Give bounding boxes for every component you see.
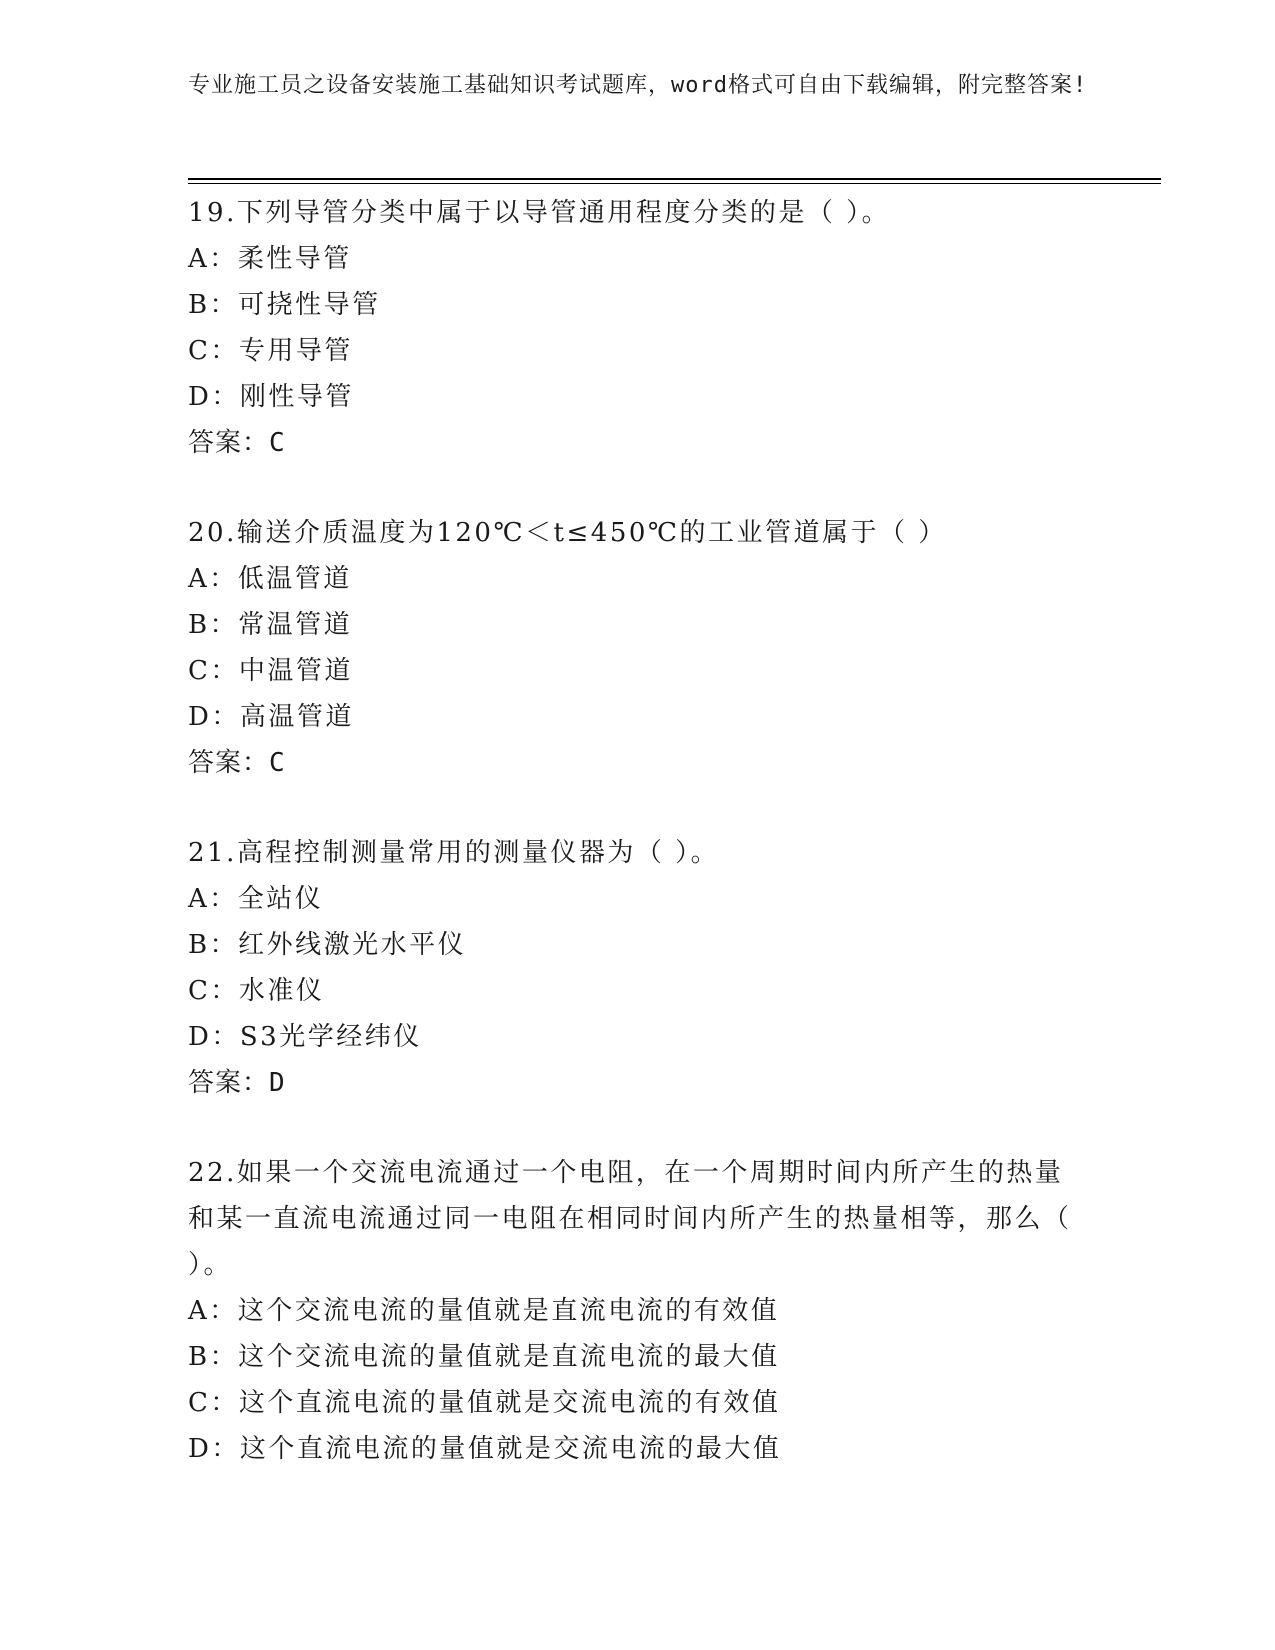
option-b: B：红外线激光水平仪 — [188, 930, 467, 960]
question-21 — [188, 830, 1088, 1106]
option-d: D：这个直流电流的量值就是交流电流的最大值 — [188, 1434, 782, 1464]
option-c: C：中温管道 — [188, 656, 353, 686]
option-c: C：水准仪 — [188, 976, 325, 1006]
option-b: B：这个交流电流的量值就是直流电流的最大值 — [188, 1342, 780, 1372]
option-a: A：全站仪 — [188, 884, 324, 914]
header-divider-thin — [188, 183, 1161, 184]
answer-line — [188, 1060, 1088, 1106]
option-b: B：可挠性导管 — [188, 290, 381, 320]
option-a: A：这个交流电流的量值就是直流电流的有效值 — [188, 1296, 780, 1326]
option-d: D：刚性导管 — [188, 382, 354, 412]
question-stem: 22.如果一个交流电流通过一个电阻，在一个周期时间内所产生的热量和某一直流电流通过同一电阻在相同时间内所产生的热量相等，那么（ ）。 — [188, 1158, 1072, 1280]
option-d: D：高温管道 — [188, 702, 354, 732]
header-title: 专业施工员之设备安装施工基础知识考试题库，word格式可自由下载编辑，附完整答案! — [188, 73, 1088, 98]
option-a: A：柔性导管 — [188, 244, 352, 274]
question-19 — [188, 190, 1088, 466]
option-c: C：专用导管 — [188, 336, 353, 366]
answer-line — [188, 740, 1088, 786]
answer-value: C — [269, 748, 286, 778]
question-list — [188, 190, 1088, 1516]
answer-label: 答案： — [188, 748, 270, 778]
answer-line — [188, 420, 1088, 466]
option-c: C：这个直流电流的量值就是交流电流的有效值 — [188, 1388, 781, 1418]
question-stem: 20.输送介质温度为120℃＜t≤450℃的工业管道属于（ ） — [188, 518, 947, 548]
option-b: B：常温管道 — [188, 610, 353, 640]
option-a: A：低温管道 — [188, 564, 352, 594]
answer-label: 答案： — [188, 1068, 270, 1098]
document-header — [188, 70, 1088, 102]
header-divider-thick — [188, 178, 1161, 180]
question-20 — [188, 510, 1088, 786]
question-stem: 19.下列导管分类中属于以导管通用程度分类的是（ ）。 — [188, 198, 891, 228]
answer-value: D — [269, 1068, 286, 1098]
option-d: D：S3光学经纬仪 — [188, 1022, 422, 1052]
question-22 — [188, 1150, 1088, 1472]
answer-value: C — [269, 428, 286, 458]
question-stem: 21.高程控制测量常用的测量仪器为（ ）。 — [188, 838, 720, 868]
answer-label: 答案： — [188, 428, 270, 458]
